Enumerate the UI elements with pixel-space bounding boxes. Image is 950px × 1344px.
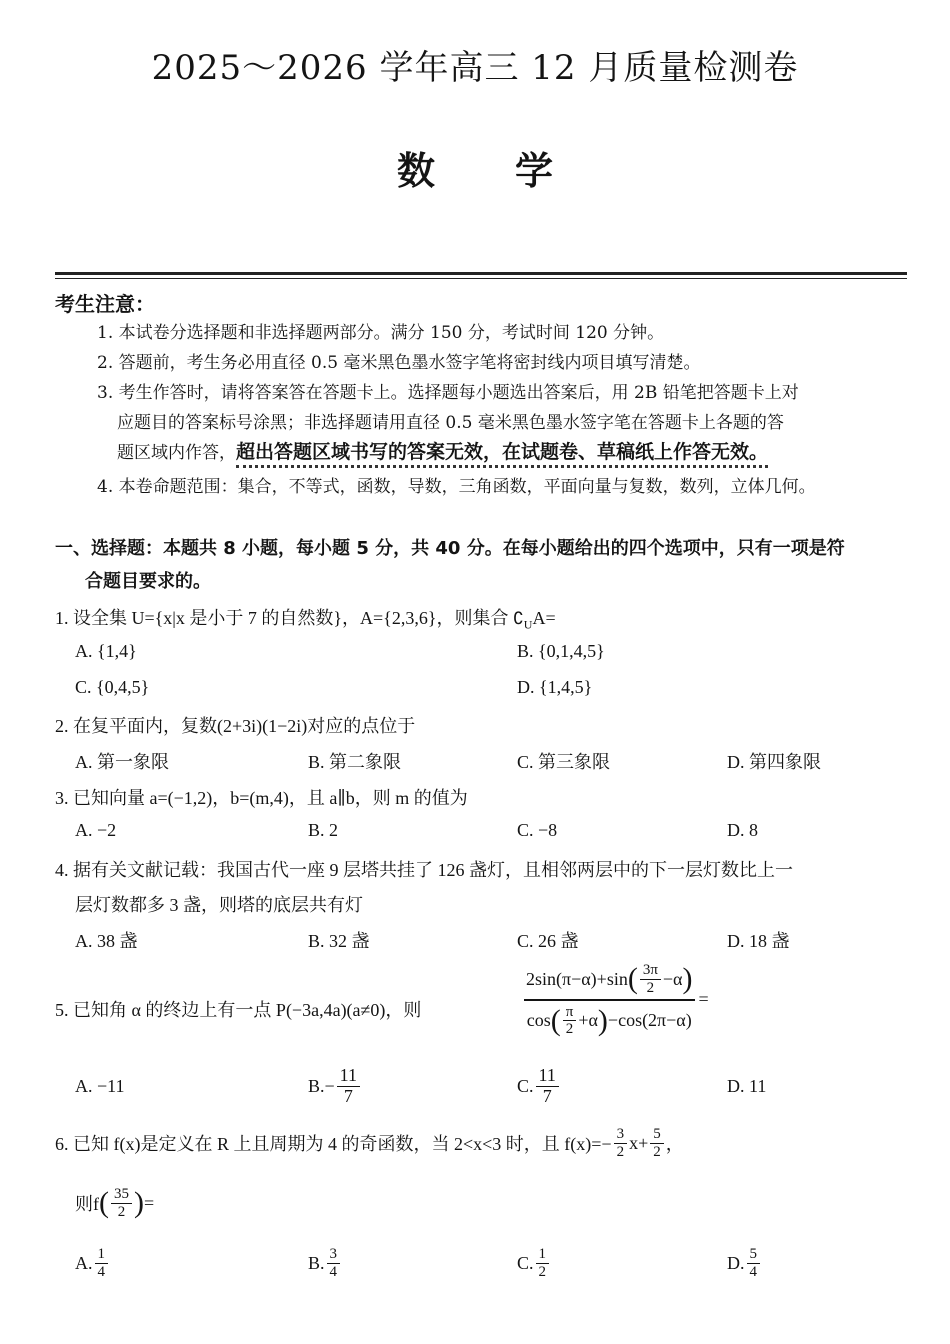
q5-option-c-fraction: $\frac{11}{7}$ [536, 1066, 559, 1107]
q5-denominator: cos ( $\frac{\pi}{2}$ +α ) −cos(2π−α) [526, 1003, 692, 1037]
q1-option-c: C. {0,4,5} [75, 677, 150, 697]
q5-option-c: C. $\frac{11}{7}$ [517, 1066, 561, 1107]
q6-option-b: B. $\frac{3}{4}$ [308, 1246, 342, 1280]
q2-option-b: B. 第二象限 [308, 752, 402, 772]
notice-item-3-line-3 [117, 437, 768, 464]
section-1-heading: 一、选择题：本题共 8 小题，每小题 5 分，共 40 分。在每小题给出的四个选项中，只有一项是符 [55, 538, 845, 559]
question-4-stem-line-1: 4. 据有关文献记载：我国古代一座 9 层塔共挂了 126 盏灯，且相邻两层中的下一层灯数比上一 [55, 860, 793, 880]
q5-num-a: 2sin(π−α)+sin [526, 968, 628, 989]
q2-option-c: C. 第三象限 [517, 752, 611, 772]
section-1-heading-cont: 合题目要求的。 [85, 571, 211, 592]
question-6-stem: 6. 已知 f(x)是定义在 R 上且周期为 4 的奇函数，当 2<x<3 时，且 f(x)=− $\frac{3}{2}$ x+ $\frac{5}{2}$ ， [55, 1126, 684, 1160]
q1-subscript: U [523, 617, 533, 632]
q6-option-a: A. $\frac{1}{4}$ [75, 1246, 110, 1280]
header-divider-thin [55, 278, 907, 279]
q3-option-b: B. 2 [308, 820, 339, 840]
notice-item-3-line-2: 应题目的答案标号涂黑；非选择题请用直径 0.5 毫米黑色墨水签字笔在答题卡上各题的答 [117, 413, 784, 433]
header-divider-thick [55, 272, 907, 275]
q5-numerator: 2sin(π−α)+sin ( $\frac{3\pi}{2}$ −α ) [526, 962, 693, 996]
question-2-stem: 2. 在复平面内，复数(2+3i)(1−2i)对应的点位于 [55, 716, 416, 736]
q3-option-a: A. −2 [75, 820, 117, 840]
complement-symbol: ∁ [512, 609, 524, 628]
q1-stem-b: A= [532, 608, 556, 628]
question-6-stem-line-2: 则f ( $\frac{35}{2}$ ) = [75, 1186, 155, 1220]
q5-option-d: D. 11 [727, 1076, 767, 1096]
notice-item-3-prefix: 题区域内作答， [117, 443, 236, 463]
question-3-stem: 3. 已知向量 a=(−1,2)，b=(m,4)，且 a∥b，则 m 的值为 [55, 788, 468, 808]
notice-item-1: 1. 本试卷分选择题和非选择题两部分。满分 150 分，考试时间 120 分钟。 [97, 323, 665, 343]
q5-num-b: −α [662, 968, 683, 989]
notice-heading: 考生注意： [55, 292, 155, 316]
q5-main-fraction [524, 962, 695, 1038]
q5-den-a: cos [526, 1010, 551, 1030]
q4-option-d: D. 18 盏 [727, 931, 790, 951]
subject-title: 数学 [396, 148, 633, 193]
notice-item-4: 4. 本卷命题范围：集合，不等式，函数，导数，三角函数，平面向量与复数，数列，立体几何。 [97, 477, 816, 497]
question-4-stem-line-2: 层灯数都多 3 盏，则塔的底层共有灯 [75, 895, 363, 915]
q5-equals: = [698, 989, 709, 1010]
notice-item-3-line-1: 3. 考生作答时，请将答案答在答题卡上。选择题每小题选出答案后，用 2B 铅笔把答题卡上对 [97, 383, 799, 403]
q5-option-a: A. −11 [75, 1076, 125, 1096]
q5-den-c: −cos(2π−α) [607, 1010, 692, 1030]
q5-option-b: B. − $\frac{11}{7}$ [308, 1066, 362, 1107]
q4-option-c: C. 26 盏 [517, 931, 579, 951]
q1-stem-a: 1. 设全集 U={x|x 是小于 7 的自然数}，A={2,3,6}，则集合 [55, 608, 513, 628]
q2-option-d: D. 第四象限 [727, 752, 821, 772]
notice-item-3-emphasis: 超出答题区域书写的答案无效，在试题卷、草稿纸上作答无效。 [236, 441, 768, 468]
q1-option-a: A. {1,4} [75, 641, 137, 661]
q5-option-b-fraction: $\frac{11}{7}$ [337, 1066, 360, 1107]
q6-coef-fraction: $\frac{3}{2}$ [614, 1126, 628, 1160]
q5-num-inner-fraction: $\frac{3\pi}{2}$ [640, 962, 661, 996]
q5-den-inner-fraction: $\frac{\pi}{2}$ [563, 1004, 577, 1038]
q5-den-b: +α [578, 1010, 598, 1030]
q4-option-b: B. 32 盏 [308, 931, 370, 951]
q3-option-c: C. −8 [517, 820, 558, 840]
exam-title: 2025～2026 学年高三 12 月质量检测卷 [151, 48, 799, 88]
q4-option-a: A. 38 盏 [75, 931, 138, 951]
question-5-stem: 5. 已知角 α 的终边上有一点 P(−3a,4a)(a≠0)，则 [55, 1000, 422, 1020]
q5-expression [524, 962, 709, 1038]
q6-option-d: D. $\frac{5}{4}$ [727, 1246, 762, 1280]
question-1-stem [55, 604, 556, 633]
q3-option-d: D. 8 [727, 820, 758, 840]
q2-option-a: A. 第一象限 [75, 752, 169, 772]
notice-item-2: 2. 答题前，考生务必用直径 0.5 毫米黑色墨水签字笔将密封线内项目填写清楚。 [97, 353, 701, 373]
q6-const-fraction: $\frac{5}{2}$ [650, 1126, 664, 1160]
q6-option-c: C. $\frac{1}{2}$ [517, 1246, 551, 1280]
q6-argument-fraction: $\frac{35}{2}$ [111, 1186, 132, 1220]
q1-option-d: D. {1,4,5} [517, 677, 593, 697]
q1-option-b: B. {0,1,4,5} [517, 641, 605, 661]
